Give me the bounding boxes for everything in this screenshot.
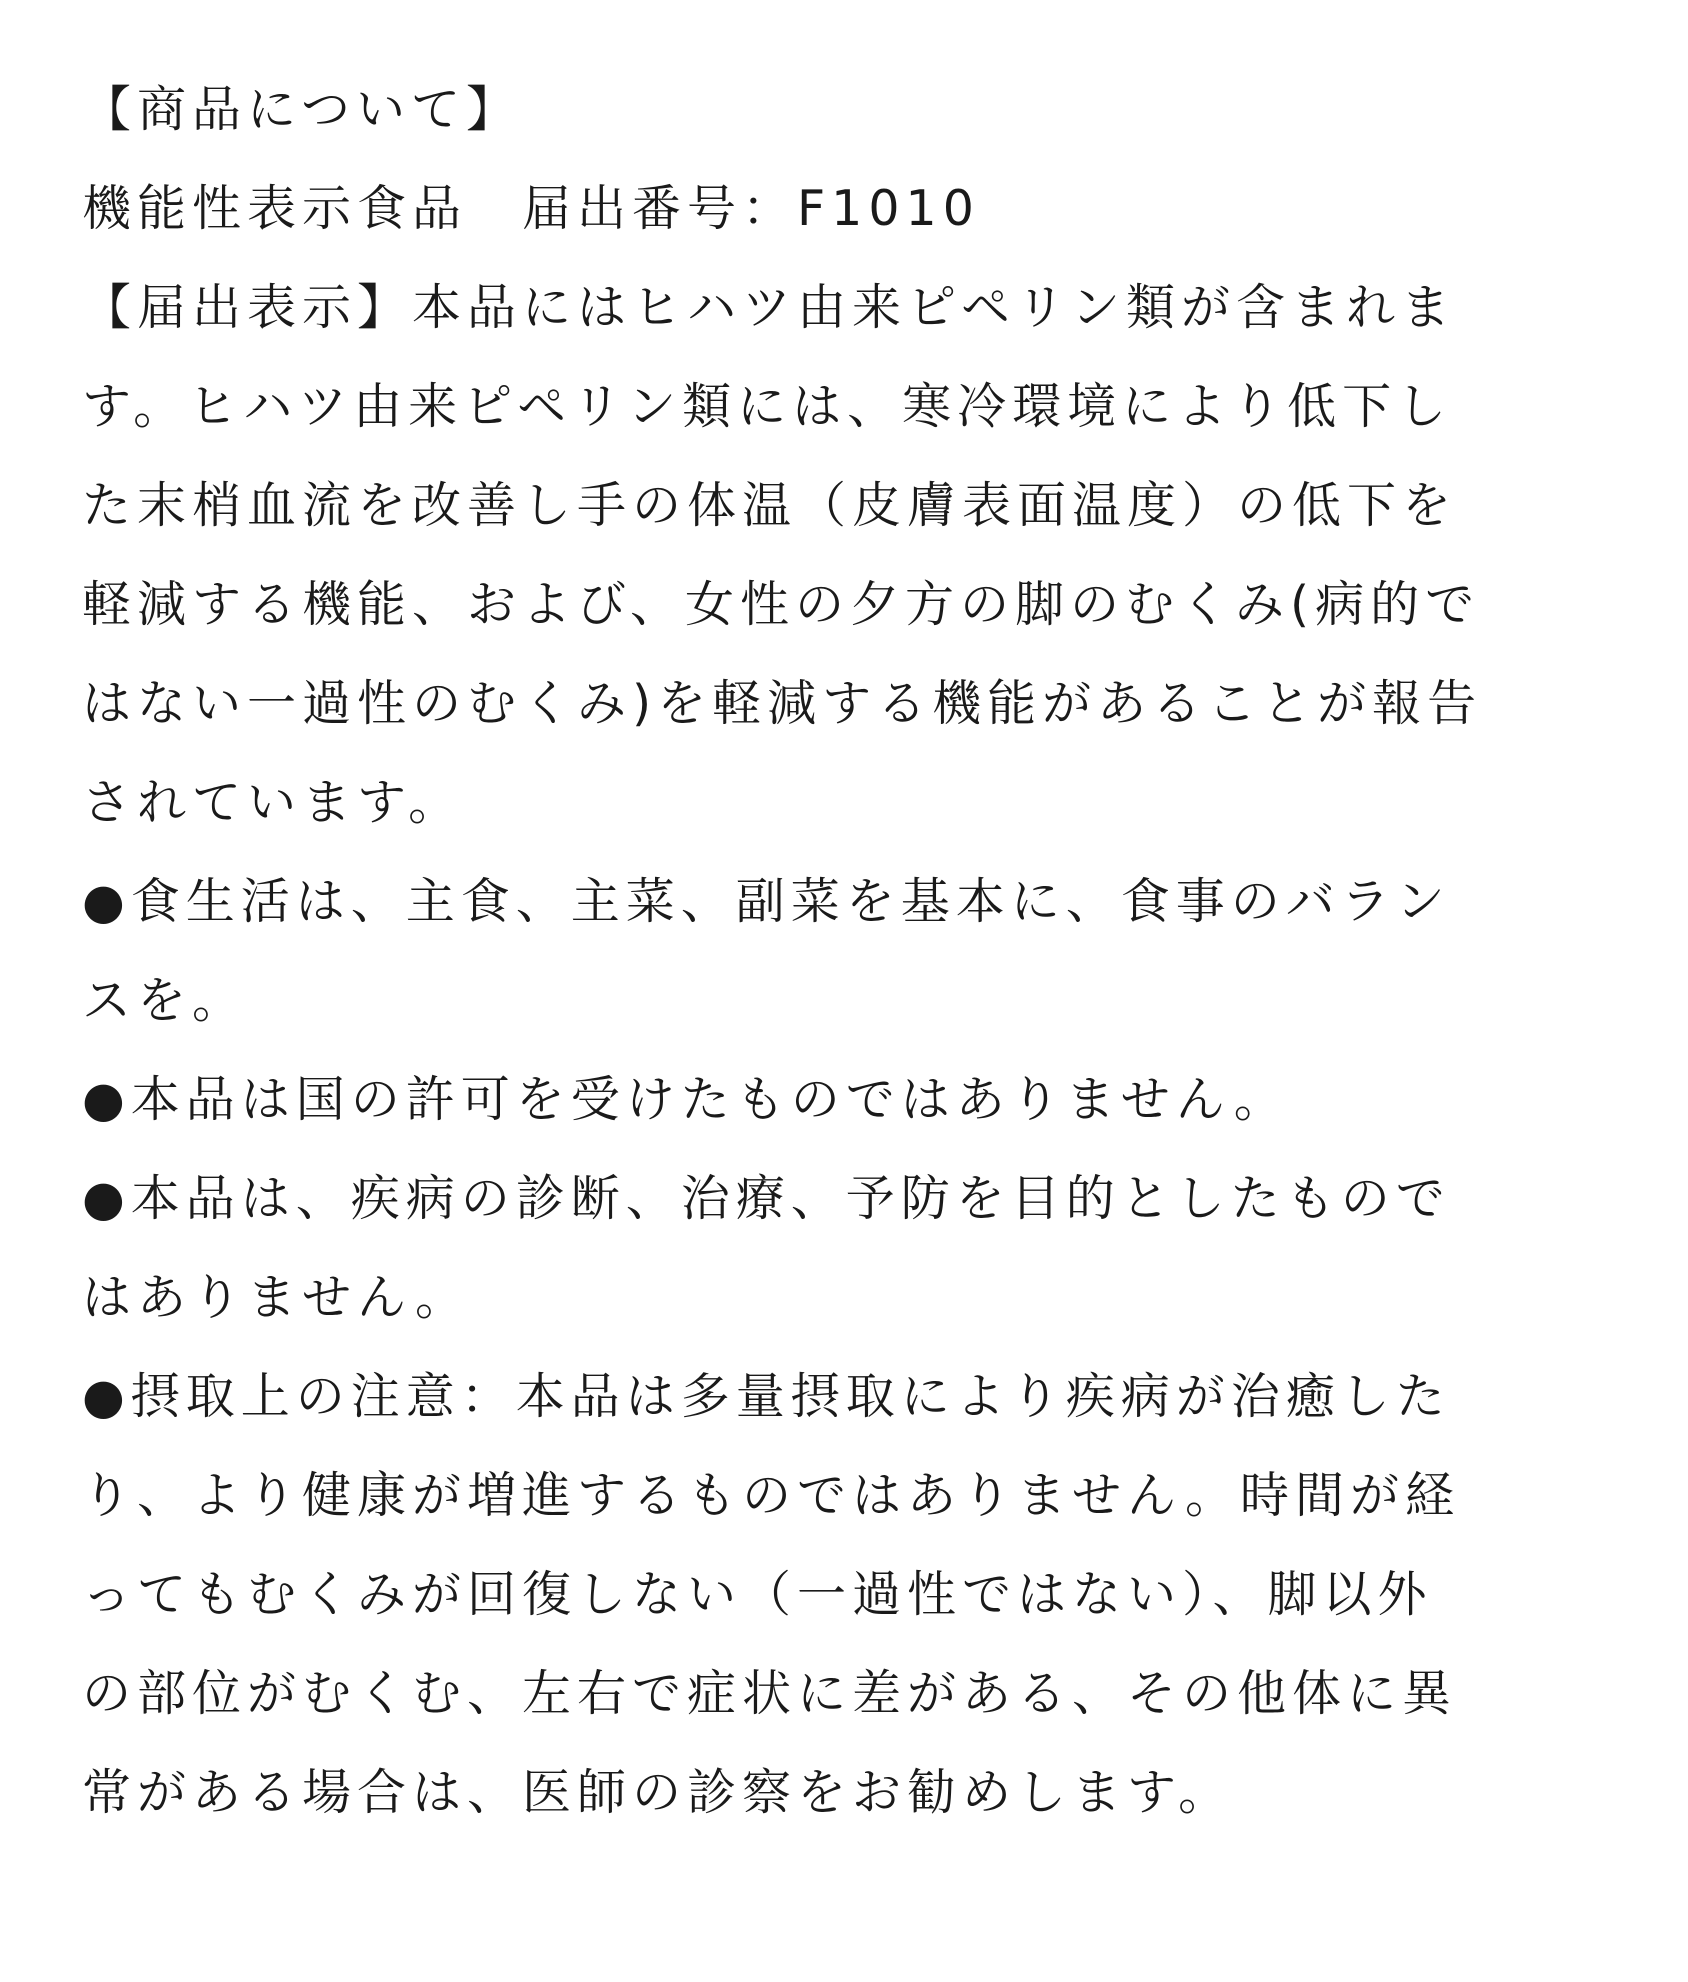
text-line: ってもむくみが回復しない（一過性ではない）、脚以外 xyxy=(82,1566,1433,1623)
text-line: 常がある場合は、医師の診察をお勧めします。 xyxy=(82,1764,1234,1821)
bullet-line: ●本品は、疾病の診断、治療、予防を目的としたもので xyxy=(82,1170,1451,1227)
product-info-text xyxy=(82,60,1632,1842)
text-line: す。ヒハツ由来ピペリン類には、寒冷環境により低下し xyxy=(82,378,1453,435)
bullet-line: ●摂取上の注意：本品は多量摂取により疾病が治癒した xyxy=(82,1368,1451,1425)
text-line: 【届出表示】本品にはヒハツ由来ピペリン類が含まれま xyxy=(82,279,1457,336)
text-line: されています。 xyxy=(82,774,464,831)
bullet-line: ●食生活は、主食、主菜、副菜を基本に、食事のバラン xyxy=(82,873,1451,930)
text-line: の部位がむくむ、左右で症状に差がある、その他体に異 xyxy=(82,1665,1458,1722)
text-line: た末梢血流を改善し手の体温（皮膚表面温度）の低下を xyxy=(82,477,1458,534)
text-line: はない一過性のむくみ)を軽減する機能があることが報告 xyxy=(82,675,1483,732)
notification-number: 機能性表示食品 届出番号：F1010 xyxy=(82,180,980,237)
section-heading: 【商品について】 xyxy=(82,81,522,138)
text-line: スを。 xyxy=(82,972,248,1029)
text-line: り、より健康が増進するものではありません。時間が経 xyxy=(82,1467,1460,1524)
bullet-line: ●本品は国の許可を受けたものではありません。 xyxy=(82,1071,1289,1128)
text-line: 軽減する機能、および、女性の夕方の脚のむくみ(病的で xyxy=(82,576,1481,633)
text-line: はありません。 xyxy=(82,1269,470,1326)
